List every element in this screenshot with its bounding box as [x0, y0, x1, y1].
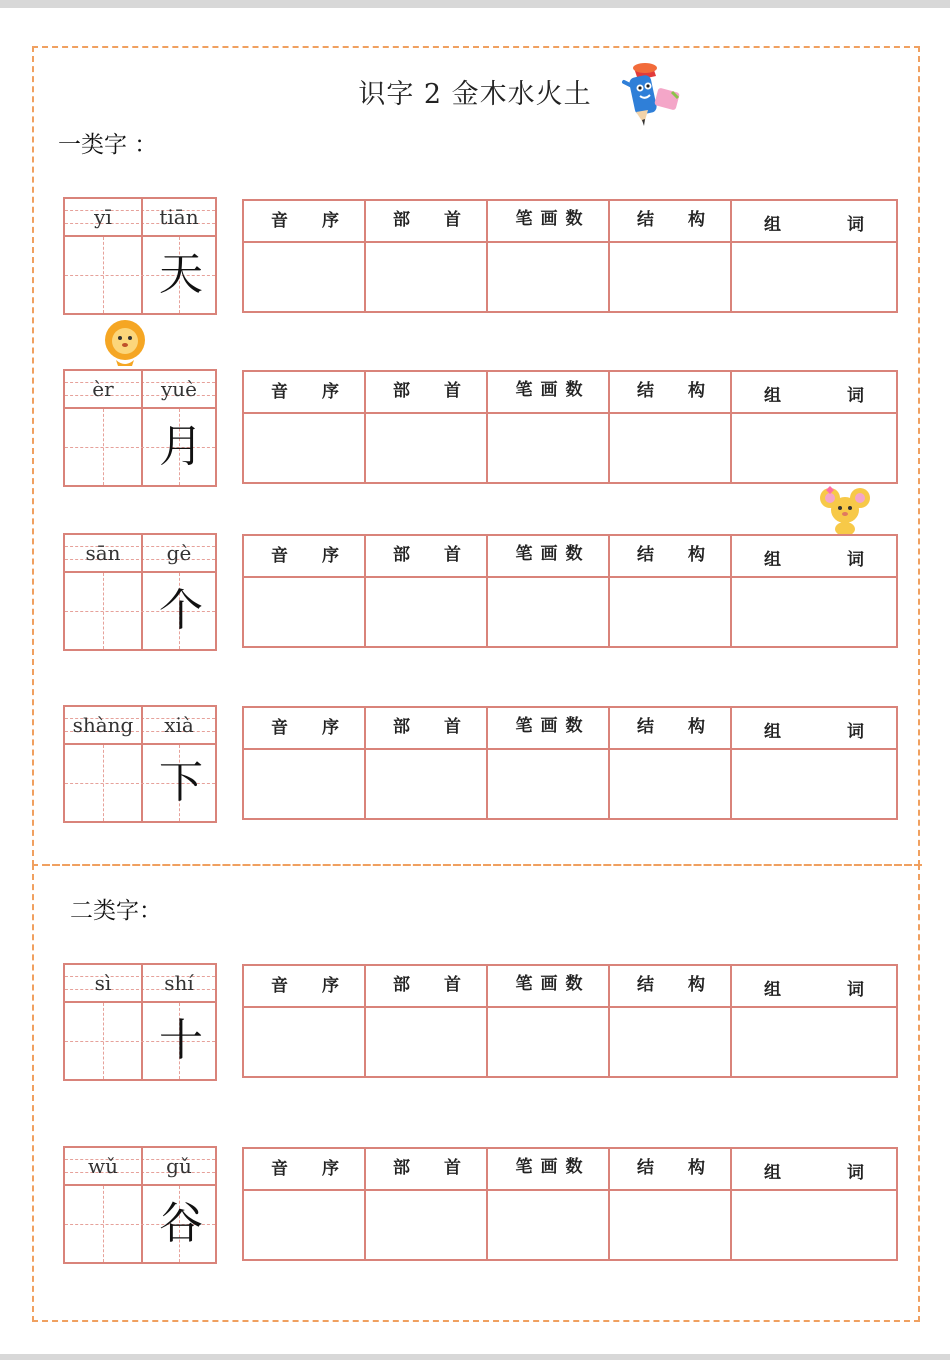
header-word-building: 组 词	[764, 1163, 894, 1183]
page-title: 识字 2 金木水火土	[358, 79, 592, 110]
header-radical: 部 首	[393, 210, 475, 230]
lion-icon	[102, 318, 148, 368]
character-info-table	[242, 706, 898, 820]
header-initial-letter: 音 序	[271, 546, 353, 566]
header-structure: 结 构	[637, 210, 719, 230]
header-structure: 结 构	[637, 381, 719, 401]
char-writing-box	[63, 197, 217, 315]
pinyin-syllable: xià	[164, 713, 194, 737]
header-stroke-count: 笔画数	[515, 209, 591, 229]
header-initial-letter: 音 序	[271, 1159, 353, 1179]
character-info-table	[242, 534, 898, 648]
bottom-edge-bar	[0, 1354, 950, 1360]
header-structure: 结 构	[637, 717, 719, 737]
pinyin-syllable: shàng	[72, 713, 134, 737]
hanzi-character: 下	[159, 757, 203, 808]
header-stroke-count: 笔画数	[515, 380, 591, 400]
hanzi-character: 谷	[159, 1198, 203, 1249]
header-stroke-count: 笔画数	[515, 1157, 591, 1177]
header-radical: 部 首	[393, 545, 475, 565]
header-stroke-count: 笔画数	[515, 716, 591, 736]
pinyin-syllable: wǔ	[88, 1154, 118, 1178]
char-writing-box	[63, 1146, 217, 1264]
char-writing-box	[63, 369, 217, 487]
hanzi-character: 个	[159, 585, 203, 636]
header-radical: 部 首	[393, 1158, 475, 1178]
top-edge-bar	[0, 0, 950, 8]
pinyin-syllable: tiān	[159, 205, 199, 229]
pinyin-syllable: yī	[94, 205, 112, 229]
header-word-building: 组 词	[764, 722, 894, 742]
header-initial-letter: 音 序	[271, 976, 353, 996]
char-writing-box	[63, 533, 217, 651]
character-info-table	[242, 1147, 898, 1261]
character-info-table	[242, 370, 898, 484]
pinyin-syllable: èr	[92, 377, 114, 401]
pinyin-syllable: shí	[164, 971, 194, 995]
hanzi-character: 月	[159, 421, 203, 472]
character-info-table	[242, 964, 898, 1078]
header-stroke-count: 笔画数	[515, 544, 591, 564]
second-class-label: 二类字：	[70, 898, 162, 924]
character-info-table	[242, 199, 898, 313]
hanzi-character: 十	[159, 1015, 203, 1066]
hanzi-character: 天	[159, 249, 203, 300]
header-word-building: 组 词	[764, 980, 894, 1000]
mouse-icon	[818, 484, 872, 536]
header-word-building: 组 词	[764, 550, 894, 570]
header-initial-letter: 音 序	[271, 382, 353, 402]
pinyin-syllable: gè	[166, 541, 192, 565]
header-word-building: 组 词	[764, 215, 894, 235]
header-structure: 结 构	[637, 975, 719, 995]
header-structure: 结 构	[637, 545, 719, 565]
pinyin-syllable: gǔ	[166, 1154, 192, 1178]
header-radical: 部 首	[393, 381, 475, 401]
header-initial-letter: 音 序	[271, 718, 353, 738]
pencil-mascot-icon	[612, 56, 688, 132]
char-writing-box	[63, 963, 217, 1081]
pinyin-syllable: sān	[85, 541, 121, 565]
header-structure: 结 构	[637, 1158, 719, 1178]
pinyin-syllable: yuè	[160, 377, 197, 401]
char-writing-box	[63, 705, 217, 823]
header-initial-letter: 音 序	[271, 211, 353, 231]
header-stroke-count: 笔画数	[515, 974, 591, 994]
section-divider	[44, 864, 922, 866]
pinyin-syllable: sì	[94, 971, 112, 995]
first-class-label: 一类字 ：	[58, 132, 158, 158]
header-radical: 部 首	[393, 975, 475, 995]
header-word-building: 组 词	[764, 386, 894, 406]
header-radical: 部 首	[393, 717, 475, 737]
